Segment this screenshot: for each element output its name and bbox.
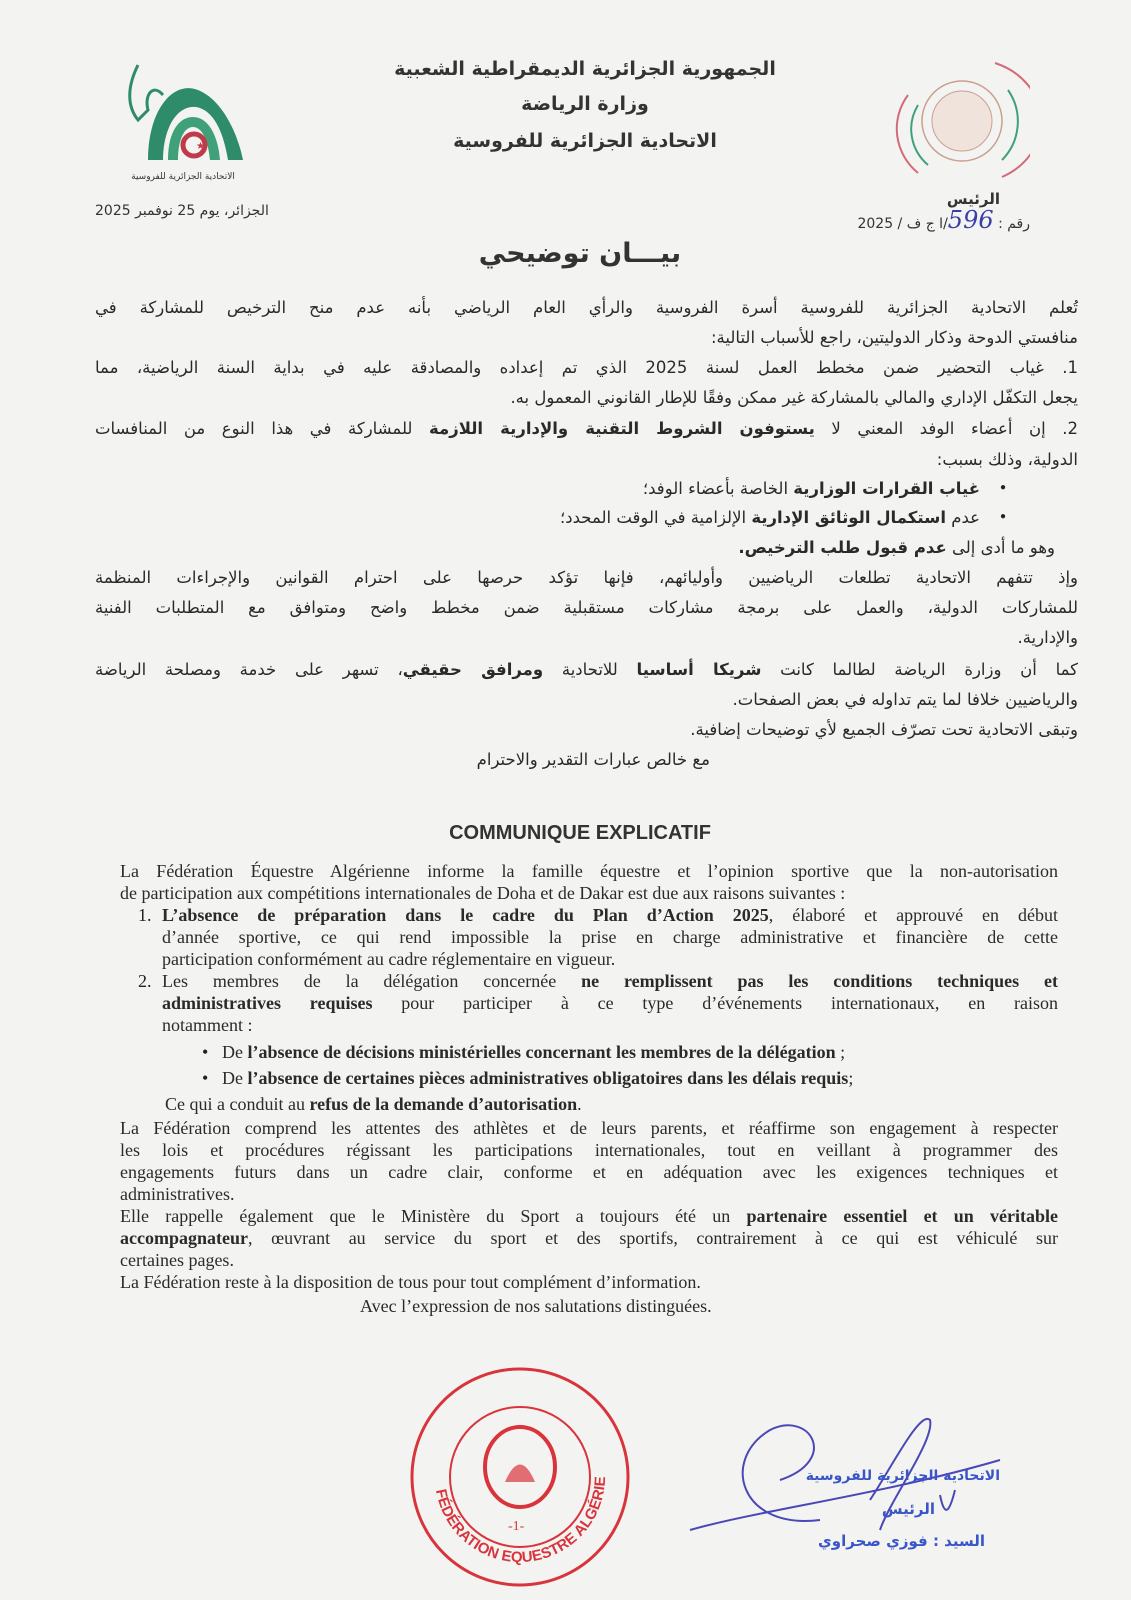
text-segment: La Fédération reste à la disposition de tous pour tout complément d’information. [120,1272,701,1292]
text-line [162,971,1058,992]
ministry-seal-icon [890,55,1030,185]
text-segment: عدم [946,508,980,527]
text-segment: وتبقى الاتحادية تحت تصرّف الجميع لأي توضيحات إضافية. [690,720,1078,739]
bold-text: l’absence de décisions ministérielles concernant les membres de la délégation [247,1042,836,1062]
text-segment: Les membres de la délégation concernée [162,971,582,991]
text-line [162,1015,1058,1036]
text-segment: الدولية، وذلك بسبب: [936,450,1078,469]
text-segment: De [222,1068,248,1088]
federation-stamp [405,1362,635,1592]
reference-number [790,206,1030,234]
text-segment: 1. غياب التحضير ضمن مخطط العمل لسنة 2025 الذي تم إعداده والمصادقة عليه في بداية السنة الرياضية، مما [95,358,1078,377]
text-segment: وهو ما أدى إلى [946,538,1055,557]
text-segment: يجعل التكفّل الإداري والمالي بالمشاركة غير ممكن وفقًا للإطار القانوني المعمول به. [510,388,1078,407]
text-segment: . [577,1094,582,1114]
text-line [95,298,1078,317]
text-line [95,690,1078,709]
text-line [222,1042,1022,1063]
text-line [162,905,1058,926]
text-segment: الخاصة بأعضاء الوفد؛ [642,479,794,498]
text-line [120,1140,1058,1161]
text-segment: administratives. [120,1184,235,1204]
text-line [95,450,1078,469]
text-line [95,538,1055,557]
header-federation: الاتحادية الجزائرية للفروسية [453,130,717,152]
text-segment: d’année sportive, ce qui rend impossible la prise en charge administrative et financière de cette [162,927,1058,947]
text-segment: La Fédération comprend les attentes des athlètes et de leurs parents, et réaffirme son engagement à respecter [120,1118,1058,1138]
stamp-text: FÉDÉRATION EQUESTRE ALGÉRIE [432,1475,610,1567]
text-line [95,598,1078,617]
signature-org: الاتحادية الجزائرية للفروسية [805,1468,1000,1484]
ref-suffix: /ا ج ف / 2025 [857,216,948,232]
federation-logo [118,55,248,170]
text-segment: كما أن وزارة الرياضة لطالما كانت [761,660,1078,679]
bold-text: refus de la demande d’autorisation [309,1094,578,1114]
text-segment: Ce qui a conduit au [165,1094,310,1114]
text-line [120,1162,1058,1183]
text-segment: ; [848,1068,854,1088]
text-segment: De [222,1042,248,1062]
signature-role: الرئيس [881,1500,935,1518]
text-segment: الإلزامية في الوقت المحدد؛ [560,508,752,527]
bold-text: l’absence de certaines pièces administratives obligatoires dans les délais requis [247,1068,849,1088]
text-segment: 2. إن أعضاء الوفد المعني لا [814,419,1078,438]
arabic-title: بيـــان توضيحي [478,238,682,269]
text-segment: وإذ تتفهم الاتحادية تطلعات الرياضيين وأوليائهم، فإنها تؤكد حرصها على احترام القوانين والإجراءات المنظمة [95,568,1078,587]
bold-text: يستوفون الشروط التقنية والإدارية اللازمة [428,419,815,438]
text-line [120,1228,1058,1249]
text-segment: Elle rappelle également que le Ministère du Sport a toujours été un [120,1206,747,1226]
text-line [95,479,980,498]
text-segment: Avec l’expression de nos salutations distinguées. [360,1296,712,1316]
french-title: COMMUNIQUE EXPLICATIF [449,822,711,844]
text-line [222,1068,1022,1089]
text-line [95,660,1078,679]
ref-handwritten-number: 596 [947,206,994,234]
text-line [95,419,1078,438]
bold-text: accompagnateur [120,1228,248,1248]
text-line [360,1296,960,1317]
text-segment: notamment : [162,1015,253,1035]
header-republic: الجمهورية الجزائرية الديمقراطية الشعبية [394,58,776,80]
text-line [120,883,1058,904]
text-segment: pour participer à ce type d’événements internationaux, en raison [372,993,1058,1013]
text-segment: participation conformément au cadre réglementaire en vigueur. [162,949,616,969]
text-line [120,1250,1058,1271]
text-segment: , élaboré et approuvé en début [768,905,1058,925]
text-segment: engagements futurs dans un cadre clair, conforme et en adéquation avec les exigences techniques et [120,1162,1058,1182]
signature-name: السيد : فوزي صحراوي [818,1532,985,1550]
bullet-icon: ● [1000,482,1007,493]
text-line [120,1206,1058,1227]
bullet-icon: • [202,1068,209,1088]
text-segment: ، تسهر على خدمة ومصلحة الرياضة [95,660,403,679]
text-line [162,949,1058,970]
bold-text: partenaire essentiel et un véritable [746,1206,1058,1226]
text-segment: للمشاركات الدولية، والعمل على برمجة مشاركات مستقبلية ضمن مخطط واضح ومتوافق مع المتطلبات الفنية [95,598,1078,617]
text-segment: للاتحادية [543,660,637,679]
text-line [95,508,980,527]
svg-text:FÉDÉRATION EQUESTRE ALGÉRIENNE [405,1362,609,1566]
text-line [300,750,710,769]
text-segment: certaines pages. [120,1250,234,1270]
text-line [95,328,1078,347]
text-segment: تُعلم الاتحادية الجزائرية للفروسية أسرة الفروسية والرأي العام الرياضي بأنه عدم منح الترخيص للمشاركة في [95,298,1078,317]
text-line [120,1272,1058,1293]
text-line [95,628,1078,647]
president-label: الرئيس [946,190,1000,208]
bold-text: ومرافق حقيقي [402,660,544,679]
text-line [162,927,1058,948]
text-line [162,993,1058,1014]
bold-text: غياب القرارات الوزارية [793,479,980,498]
logo-caption: الاتحادية الجزائرية للفروسية [131,172,235,182]
horse-arch-icon [118,55,248,170]
header-ministry: وزارة الرياضة [521,93,649,115]
text-line [95,720,1078,739]
text-line [165,1094,865,1115]
bold-text: استكمال الوثائق الإدارية [751,508,947,527]
date-line: الجزائر، يوم 25 نوفمبر 2025 [95,203,269,219]
text-line [95,568,1078,587]
ref-prefix: رقم : [998,216,1030,232]
bold-text: شريكا أساسيا [636,660,762,679]
text-segment: La Fédération Équestre Algérienne informe la famille équestre et l’opinion sportive que la non-autorisation [120,861,1058,881]
round-stamp-icon [405,1362,635,1592]
bold-text: L’absence de préparation dans le cadre du Plan d’Action 2025 [162,905,769,925]
text-line [95,388,1078,407]
text-segment: les lois et procédures régissant les participations internationales, tout en veillant à programmer des [120,1140,1058,1160]
text-segment: , œuvrant au service du sport et des sportifs, contrairement à ce qui est véhiculé sur [247,1228,1058,1248]
bullet-icon: • [202,1042,209,1062]
bold-text: عدم قبول طلب الترخيص. [738,538,947,557]
text-line [120,861,1058,882]
list-number: 2. [138,971,152,991]
text-segment: مع خالص عبارات التقدير والاحترام [476,750,710,769]
text-line [95,358,1078,377]
list-number: 1. [138,905,152,925]
ministry-seal [890,55,1030,185]
bullet-icon: ● [1000,511,1007,522]
bold-text: ne remplissent pas les conditions techniques et [581,971,1058,991]
text-segment: ; [835,1042,846,1062]
text-line [120,1184,1058,1205]
bold-text: administratives requises [162,993,373,1013]
text-line [120,1118,1058,1139]
text-segment: de participation aux compétitions internationales de Doha et de Dakar est due aux raisons suivantes : [120,883,846,903]
text-segment: منافستي الدوحة وذكار الدوليتين، راجع للأسباب التالية: [711,328,1078,347]
text-segment: والرياضيين خلافا لما يتم تداوله في بعض الصفحات. [732,690,1078,709]
text-segment: والإدارية. [1017,628,1078,647]
svg-text:★: ★ [196,141,205,152]
stamp-number: -1- [508,1519,525,1534]
text-segment: للمشاركة في هذا النوع من المنافسات [95,419,429,438]
